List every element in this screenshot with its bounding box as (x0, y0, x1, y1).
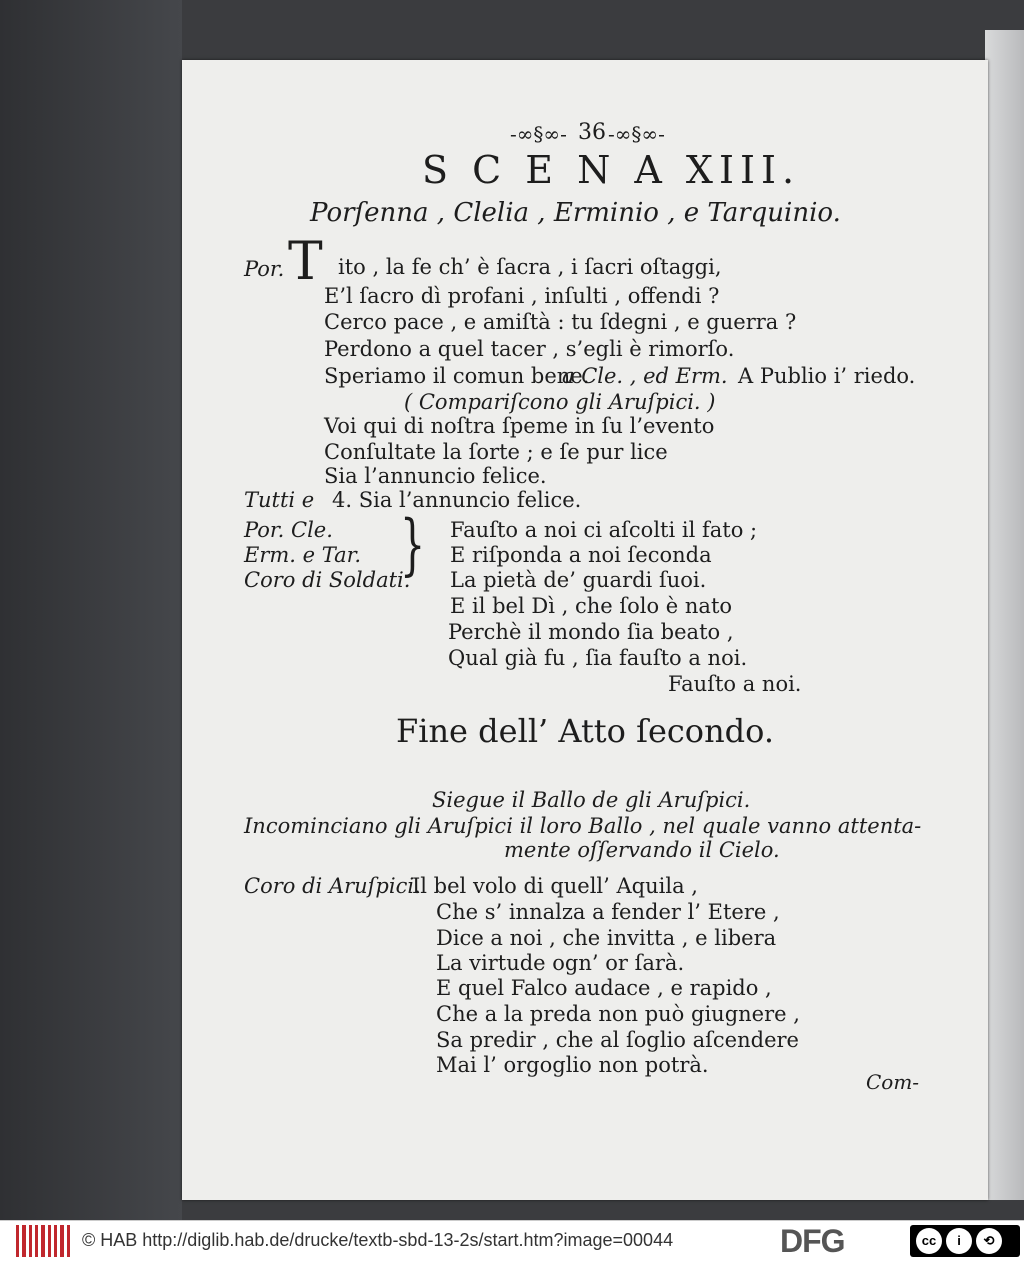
verse-line: Perdono a quel tacer , s’egli è rimorſo. (324, 337, 735, 361)
verse-line: 4. Sia l’annuncio felice. (332, 488, 582, 512)
verse-line: Speriamo il comun bene. (324, 364, 590, 388)
speaker-label: Por. (244, 257, 285, 281)
chorus-line: La pietà de’ guardi ſuoi. (450, 568, 707, 592)
scene-title: S C E N A XIII. (422, 148, 801, 192)
footer-bar (0, 1220, 1024, 1261)
chorus-line: E il bel Dì , che ſolo è nato (450, 594, 733, 618)
source-link[interactable]: © HAB http://diglib.hab.de/drucke/textb-sbd-13-2s/start.htm?image=00044 (82, 1230, 674, 1250)
speaker-label: Coro di Aruſpici. (244, 874, 421, 898)
cc-license-badge[interactable] (910, 1225, 1020, 1257)
chorus-line: Qual già fu , ſia fauſto a noi. (448, 646, 748, 670)
verse-line: A Publio i’ riedo. (738, 364, 916, 388)
catchword: Com- (866, 1070, 920, 1094)
chorus-line: Dice a noi , che invitta , e libera (436, 926, 777, 950)
ornament-right: -∞§∞- (608, 122, 665, 146)
ballet-description: mente oſſervando il Cielo. (504, 838, 780, 862)
brace: } (400, 506, 426, 583)
chorus-line: Sa predir , che al ſoglio aſcendere (436, 1028, 799, 1052)
hab-logo-icon (16, 1225, 70, 1257)
verse-line: ito , la fe ch’ è ſacra , i ſacri oſtaggi, (338, 255, 722, 279)
stage-aside: a Cle. , ed Erm. (562, 364, 728, 388)
speaker-label: Erm. e Tar. (244, 543, 362, 567)
page-number: 36 (578, 120, 606, 145)
act-end-heading: Fine dell’ Atto ſecondo. (396, 712, 775, 750)
sa-icon: ⟲ (976, 1228, 1002, 1254)
verse-line: E’l ſacro dì profani , inſulti , offendi ? (324, 284, 720, 308)
verse-line: Cerco pace , e amiſtà : tu ſdegni , e guerra ? (324, 310, 797, 334)
chorus-line: Fauſto a noi ci aſcolti il fato ; (450, 518, 758, 542)
speaker-label: Por. Cle. (244, 518, 333, 542)
chorus-line: E quel Falco audace , e rapido , (436, 976, 772, 1000)
speaker-label: Coro di Soldati. (244, 568, 411, 592)
chorus-line: Perchè il mondo ſia beato , (448, 620, 734, 644)
chorus-line: Fauſto a noi. (668, 672, 802, 696)
chorus-line: La virtude ogn’ or ſarà. (436, 951, 685, 975)
adjacent-page-edge (985, 30, 1024, 1200)
ballet-description: Incominciano gli Aruſpici il loro Ballo , nel quale vanno attenta- (244, 814, 922, 838)
by-icon: i (946, 1228, 972, 1254)
chorus-line: Che s’ innalza a fender l’ Etere , (436, 900, 780, 924)
verse-line: Sia l’annuncio felice. (324, 464, 547, 488)
chorus-line: E riſponda a noi ſeconda (450, 543, 712, 567)
verse-line: Conſultate la ſorte ; e ſe pur lice (324, 440, 668, 464)
chorus-line: Il bel volo di quell’ Aquila , (412, 874, 698, 898)
viewer-background-left (0, 0, 182, 1220)
scene-characters: Porſenna , Clelia , Erminio , e Tarquinio. (310, 198, 841, 228)
speaker-label: Tutti e (244, 488, 315, 512)
verse-line: Voi qui di noſtra ſpeme in ſu l’evento (324, 414, 715, 438)
cc-icon: cc (916, 1228, 942, 1254)
stage-direction: ( Compariſcono gli Aruſpici. ) (404, 390, 716, 414)
ballet-heading: Siegue il Ballo de gli Aruſpici. (432, 788, 751, 812)
chorus-line: Che a la preda non può giugnere , (436, 1002, 800, 1026)
ornament-left: -∞§∞- (510, 122, 567, 146)
drop-cap: T (288, 232, 323, 292)
dfg-logo: DFG (780, 1223, 845, 1259)
book-page (182, 60, 988, 1200)
chorus-line: Mai l’ orgoglio non potrà. (436, 1053, 709, 1077)
